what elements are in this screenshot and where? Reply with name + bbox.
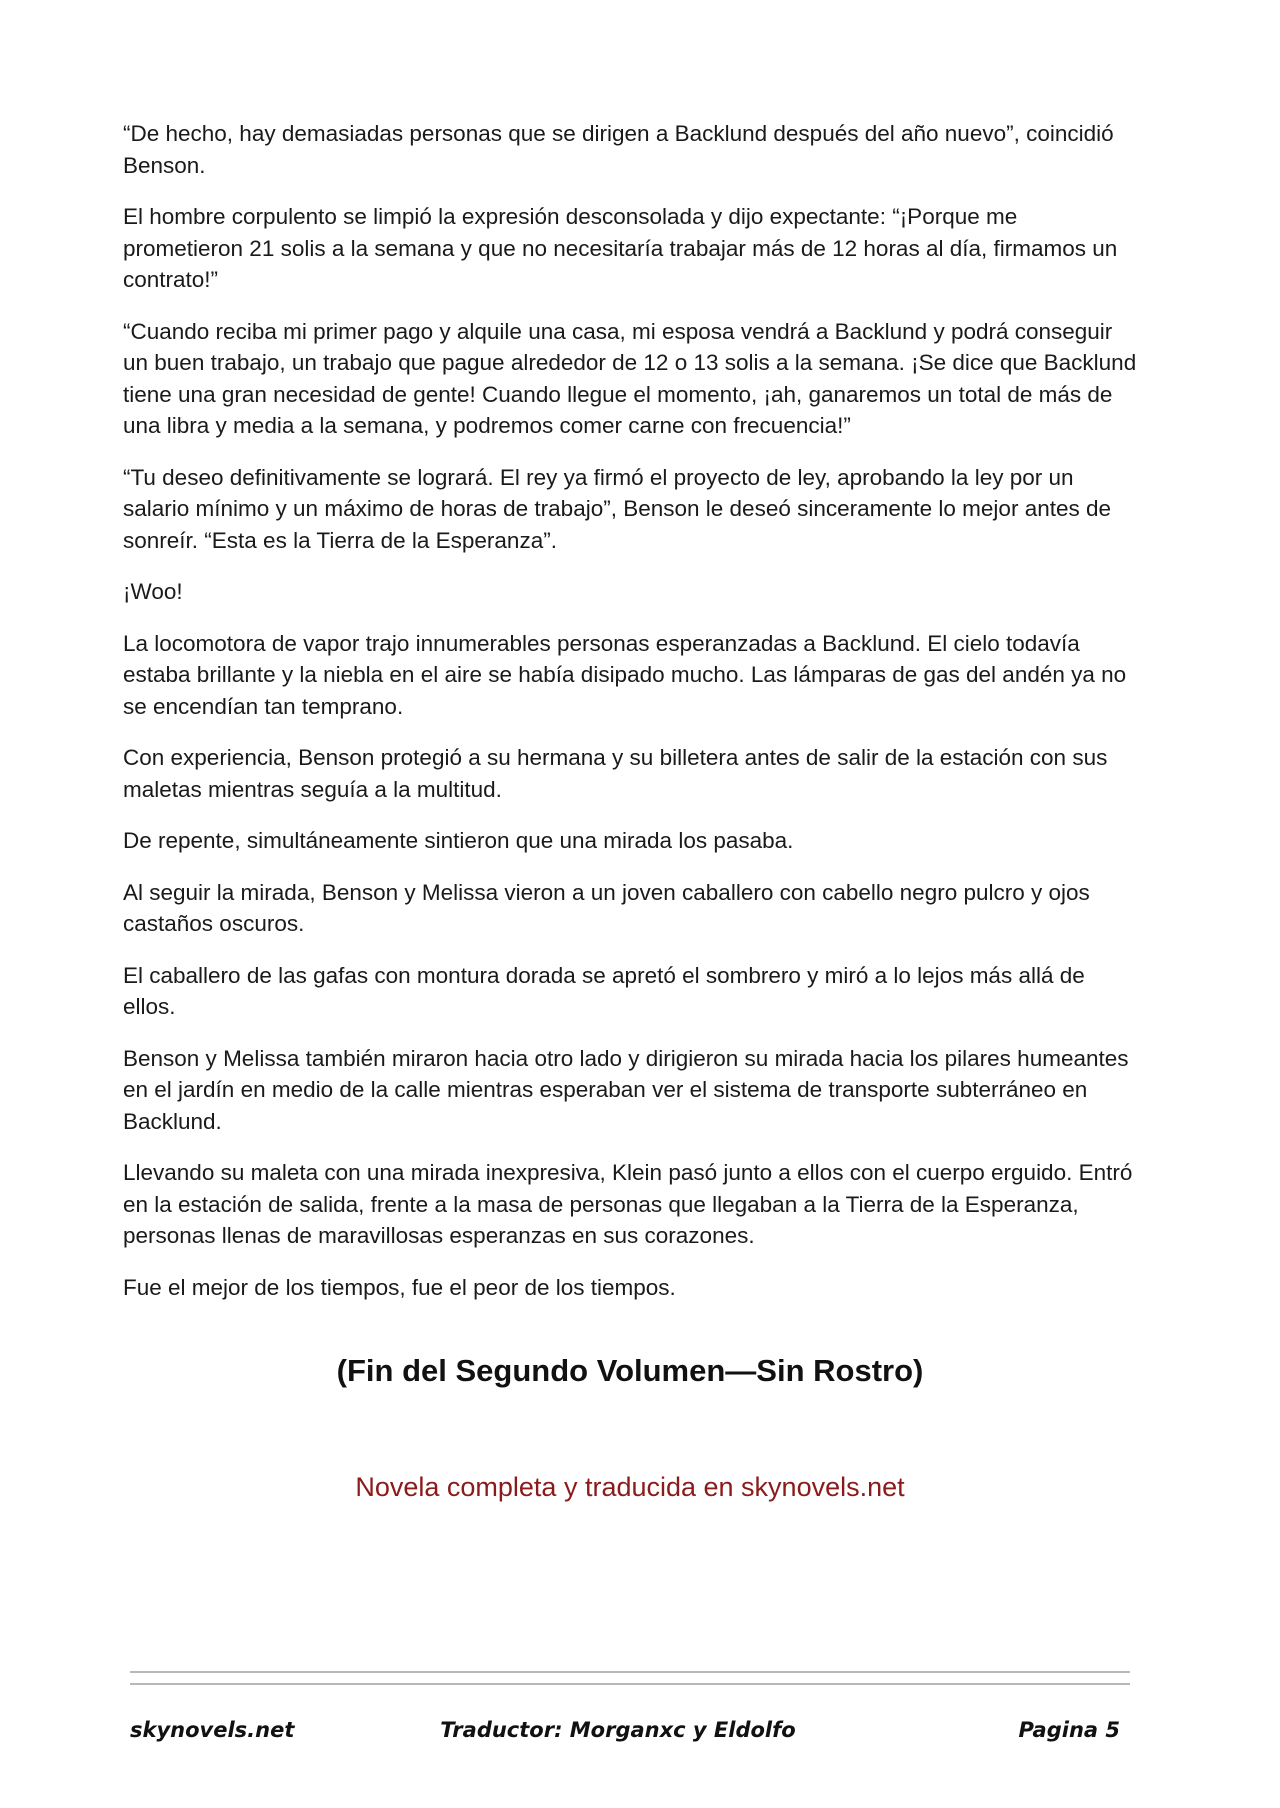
paragraph: Llevando su maleta con una mirada inexpresiva, Klein pasó junto a ellos con el cuerpo erguido. Entró en la estación de salida, frente a la masa de personas que llegaban a la Tierra de la Esperanza, personas llenas de maravillosas esperanzas en sus corazones. <box>123 1160 1133 1248</box>
paragraph: “Tu deseo definitivamente se logrará. El rey ya firmó el proyecto de ley, aprobando la ley por un salario mínimo y un máximo de horas de trabajo”, Benson le deseó sinceramente lo mejor antes de sonreír. “Esta es la Tierra de la Esperanza”. <box>123 464 1112 553</box>
paragraph: Benson y Melissa también miraron hacia otro lado y dirigieron su mirada hacia los pilares humeantes en el jardín en medio de la calle mientras esperaban ver el sistema de transporte subterráneo en Backlund. <box>123 1045 1129 1134</box>
paragraph: Al seguir la mirada, Benson y Melissa vieron a un joven caballero con cabello negro pulcro y ojos castaños oscuros. <box>123 879 1090 936</box>
paragraph: ¡Woo! <box>123 579 183 604</box>
paragraph: “De hecho, hay demasiadas personas que se dirigen a Backlund después del año nuevo”, coincidió Benson. <box>123 121 1114 178</box>
paragraph: La locomotora de vapor trajo innumerables personas esperanzadas a Backlund. El cielo todavía estaba brillante y la niebla en el aire se había disipado mucho. Las lámparas de gas del andén ya no se encendían tan temprano. <box>123 630 1127 719</box>
footer-translator: Traductor: Morganxc y Eldolfo <box>440 1718 796 1742</box>
paragraph: Con experiencia, Benson protegió a su hermana y su billetera antes de salir de la estación con sus maletas mientras seguía a la multitud. <box>123 745 1108 802</box>
footer-divider-top <box>130 1671 1130 1673</box>
promo-link-text: Novela completa y traducida en skynovels.net <box>355 1472 905 1502</box>
paragraph: El hombre corpulento se limpió la expresión desconsolada y dijo expectante: “¡Porque me prometieron 21 solis a la semana y que no necesitaría trabajar más de 12 horas al día, firmamos un contrato!” <box>123 204 1118 292</box>
paragraph: Fue el mejor de los tiempos, fue el peor de los tiempos. <box>123 1274 676 1300</box>
paragraph: El caballero de las gafas con montura dorada se apretó el sombrero y miró a lo lejos más allá de ellos. <box>123 962 1085 1019</box>
footer-page-number: Pagina 5 <box>1018 1718 1120 1742</box>
paragraph: “Cuando reciba mi primer pago y alquile una casa, mi esposa vendrá a Backlund y podrá conseguir un buen trabajo, un trabajo que pague alrededor de 12 o 13 solis a la semana. ¡Se dice que Backlund tiene una gran necesidad de gente! Cuando llegue el momento, ¡ah, ganaremos un total de más de una libra y media a la semana, y podremos comer carne con frecuencia!” <box>123 318 1137 438</box>
paragraph: De repente, simultáneamente sintieron que una mirada los pasaba. <box>123 828 794 853</box>
body-text <box>123 118 1143 1323</box>
footer-divider-bottom <box>130 1683 1130 1685</box>
volume-end-heading: (Fin del Segundo Volumen—Sin Rostro) <box>336 1353 924 1388</box>
footer-site: skynovels.net <box>130 1718 295 1742</box>
